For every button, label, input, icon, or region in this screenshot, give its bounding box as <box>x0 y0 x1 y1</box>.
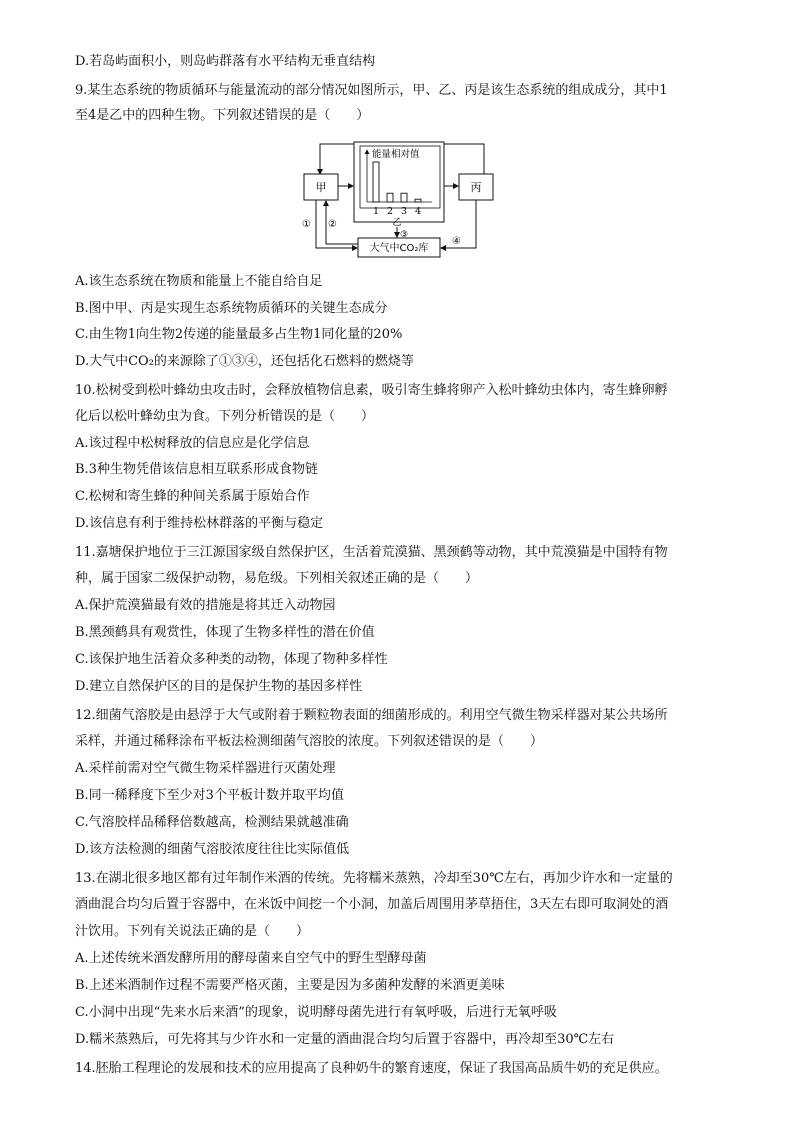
option-c-q9: C.由生物1向生物2传递的能量最多占生物1同化量的20% <box>75 327 403 342</box>
option-a-q9: A.该生态系统在物质和能量上不能自给自足 <box>75 274 323 289</box>
option-c-q10: C.松树和寄生蜂的种间关系属于原始合作 <box>75 489 310 504</box>
question-13-stem-line2: 酒曲混合均匀后置于容器中，在米饭中间挖一个小洞，加盖后周围用茅草捂住，3天左右即可取洞处的酒 <box>75 897 669 912</box>
option-b-q11: B.黑颈鹤具有观赏性，体现了生物多样性的潜在价值 <box>75 625 375 640</box>
question-10-stem-line1: 10.松树受到松叶蜂幼虫攻击时，会释放植物信息素，吸引寄生蜂将卵产入松叶蜂幼虫体内，寄生蜂卵孵 <box>75 383 668 398</box>
energy-tick-label: 4 <box>414 206 422 217</box>
question-10-stem-line2: 化后以松叶蜂幼虫为食。下列分析错误的是（ ） <box>75 409 375 424</box>
box-jia-label: 甲 <box>315 181 327 194</box>
energy-bar-4 <box>415 199 421 202</box>
question-13-stem-line3: 汁饮用。下列有关说法正确的是（ ） <box>75 924 310 939</box>
option-c-q11: C.该保护地生活着众多种类的动物，体现了物种多样性 <box>75 652 388 667</box>
energy-tick-label: 2 <box>386 206 394 217</box>
inner-label-yi: 乙 <box>392 218 402 228</box>
option-d-q11: D.建立自然保护区的目的是保护生物的基因多样性 <box>75 679 363 694</box>
box-bing-label: 丙 <box>470 181 482 194</box>
energy-tick-label: 3 <box>400 206 408 217</box>
arrow-1-label: ① <box>302 219 311 230</box>
option-b-q13: B.上述米酒制作过程不需要严格灭菌，主要是因为多菌种发酵的米酒更美味 <box>75 978 505 993</box>
box-co2-label: 大气中CO₂库 <box>369 243 429 254</box>
arrow-4-label: ④ <box>452 236 461 247</box>
option-d-q12: D.该方法检测的细菌气溶胶浓度往往比实际值低 <box>75 842 350 857</box>
option-a-q11: A.保护荒漠猫最有效的措施是将其迁入动物园 <box>75 598 336 613</box>
question-9-stem-line1: 9.某生态系统的物质循环与能量流动的部分情况如图所示，甲、乙、丙是该生态系统的组成成分，其中1 <box>75 83 668 98</box>
option-a-q13: A.上述传统米酒发酵所用的酵母菌来自空气中的野生型酵母菌 <box>75 951 427 966</box>
arrow-2-label: ② <box>328 219 337 230</box>
option-c-q12: C.气溶胶样品稀释倍数越高，检测结果就越准确 <box>75 815 349 830</box>
question-14-stem-line1: 14.胚胎工程理论的发展和技术的应用提高了良种奶牛的繁育速度，保证了我国高品质牛奶的充足供应。 <box>75 1061 668 1076</box>
chart-title: 能量相对值 <box>372 149 420 160</box>
option-d-q9: D.大气中CO₂的来源除了①③④，还包括化石燃料的燃烧等 <box>75 354 414 369</box>
question-12-stem-line1: 12.细菌气溶胶是由悬浮于大气或附着于颗粒物表面的细菌形成的。利用空气微生物采样器对某公共场所 <box>75 708 668 723</box>
option-b-q9: B.图中甲、丙是实现生态系统物质循环的关键生态成分 <box>75 301 388 316</box>
arrow-3-label: ③ <box>400 230 409 240</box>
question-9-stem-line2: 至4是乙中的四种生物。下列叙述错误的是（ ） <box>75 108 370 123</box>
ecosystem-cycle-diagram <box>296 138 496 264</box>
question-11-stem-line2: 种，属于国家二级保护动物，易危级。下列相关叙述正确的是（ ） <box>75 571 479 586</box>
option-b-q12: B.同一稀释度下至少对3个平板计数并取平均值 <box>75 788 344 803</box>
question-11-stem-line1: 11.嘉塘保护地位于三江源国家级自然保护区，生活着荒漠猫、黑颈鹤等动物，其中荒漠猫是中国特有物 <box>75 545 668 560</box>
energy-bar-3 <box>401 193 407 202</box>
question-12-stem-line2: 采样，并通过稀释涂布平板法检测细菌气溶胶的浓度。下列叙述错误的是（ ） <box>75 734 544 749</box>
option-d-q8: D.若岛屿面积小，则岛屿群落有水平结构无垂直结构 <box>75 54 376 69</box>
option-a-q12: A.采样前需对空气微生物采样器进行灭菌处理 <box>75 761 336 776</box>
energy-bar-2 <box>387 193 393 202</box>
option-b-q10: B.3种生物凭借该信息相互联系形成食物链 <box>75 462 318 477</box>
option-c-q13: C.小洞中出现“先来水后来酒”的现象，说明酵母菌先进行有氧呼吸，后进行无氧呼吸 <box>75 1005 557 1020</box>
option-a-q10: A.该过程中松树释放的信息应是化学信息 <box>75 436 310 451</box>
option-d-q10: D.该信息有利于维持松林群落的平衡与稳定 <box>75 516 324 531</box>
energy-bar-1 <box>373 162 379 202</box>
question-13-stem-line1: 13.在湖北很多地区都有过年制作米酒的传统。先将糯米蒸熟，冷却至30℃左右，再加少许水和一定量的 <box>75 871 673 886</box>
option-d-q13: D.糯米蒸熟后，可先将其与少许水和一定量的酒曲混合均匀后置于容器中，再冷却至30℃左右 <box>75 1032 615 1047</box>
energy-tick-label: 1 <box>372 206 380 217</box>
